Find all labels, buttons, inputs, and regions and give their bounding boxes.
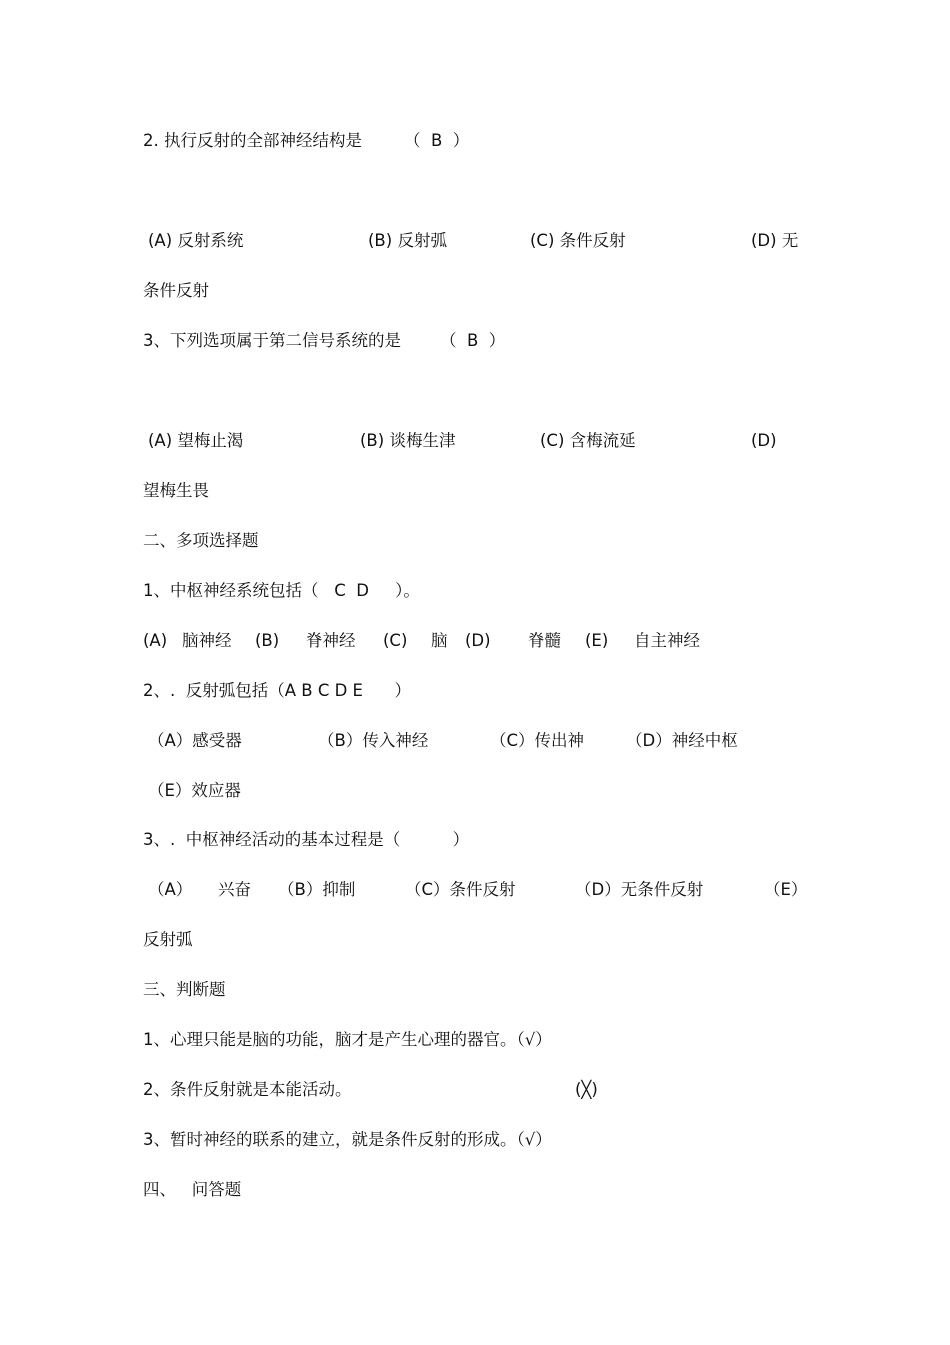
m2-option-c: （C）传出神: [490, 731, 585, 750]
q3-option-b: (B) 谈梅生津: [360, 431, 456, 450]
m2-stem: 2、. 反射弧包括（A B C D E ）: [143, 681, 411, 700]
q3-option-d: (D): [751, 431, 777, 450]
m2-option-d: （D）神经中枢: [626, 731, 738, 750]
m3-option-c: （C）条件反射: [405, 880, 516, 899]
m2-option-b: （B）传入神经: [318, 731, 429, 750]
q3-option-a: (A) 望梅止渴: [148, 431, 244, 450]
q2-stem: 2. 执行反射的全部神经结构是: [143, 131, 362, 150]
m3-option-e: （E）: [764, 880, 808, 899]
m1-option-a-letter: (A): [143, 631, 168, 650]
m1-option-b: 脊神经: [306, 631, 356, 650]
section2-title: 二、多项选择题: [143, 531, 259, 550]
m1-option-e-letter: (E): [585, 631, 609, 650]
m3-option-e-wrap: 反射弧: [143, 930, 193, 949]
q2-answer: （ B ）: [404, 131, 470, 150]
m3-stem: 3、. 中枢神经活动的基本过程是（ ）: [143, 830, 470, 849]
section4-title: 四、 问答题: [143, 1180, 242, 1199]
m1-option-b-letter: (B): [255, 631, 280, 650]
q3-stem: 3、下列选项属于第二信号系统的是: [143, 331, 401, 350]
m3-option-b: （B）抑制: [278, 880, 356, 899]
m1-option-c: 脑: [431, 631, 448, 650]
q3-answer: （ B ）: [440, 331, 506, 350]
q2-option-d-wrap: 条件反射: [143, 281, 209, 300]
judge-2: 2、条件反射就是本能活动。: [143, 1080, 352, 1099]
m3-option-a-letter: （A）: [148, 880, 193, 899]
m3-option-a: 兴奋: [218, 880, 251, 899]
m1-option-d-letter: (D): [465, 631, 491, 650]
m3-option-d: （D）无条件反射: [575, 880, 704, 899]
m1-option-e: 自主神经: [634, 631, 700, 650]
m2-option-e: （E）效应器: [148, 781, 241, 800]
m2-option-a: （A）感受器: [148, 731, 242, 750]
m1-option-a: 脑神经: [182, 631, 232, 650]
judge-1: 1、心理只能是脑的功能，脑才是产生心理的器官。（√）: [143, 1030, 552, 1049]
q2-option-b: (B) 反射弧: [368, 231, 447, 250]
q3-option-d-wrap: 望梅生畏: [143, 481, 209, 500]
m1-option-d: 脊髓: [528, 631, 561, 650]
q2-option-a: (A) 反射系统: [148, 231, 244, 250]
judge-2-mark: (╳): [575, 1080, 598, 1099]
m1-stem: 1、中枢神经系统包括（ C D ）。: [143, 581, 420, 600]
m1-option-c-letter: (C): [383, 631, 408, 650]
q2-option-c: (C) 条件反射: [530, 231, 626, 250]
judge-3: 3、暂时神经的联系的建立，就是条件反射的形成。（√）: [143, 1130, 552, 1149]
q3-option-c: (C) 含梅流延: [540, 431, 636, 450]
section3-title: 三、判断题: [143, 980, 226, 999]
q2-option-d: (D) 无: [751, 231, 799, 250]
